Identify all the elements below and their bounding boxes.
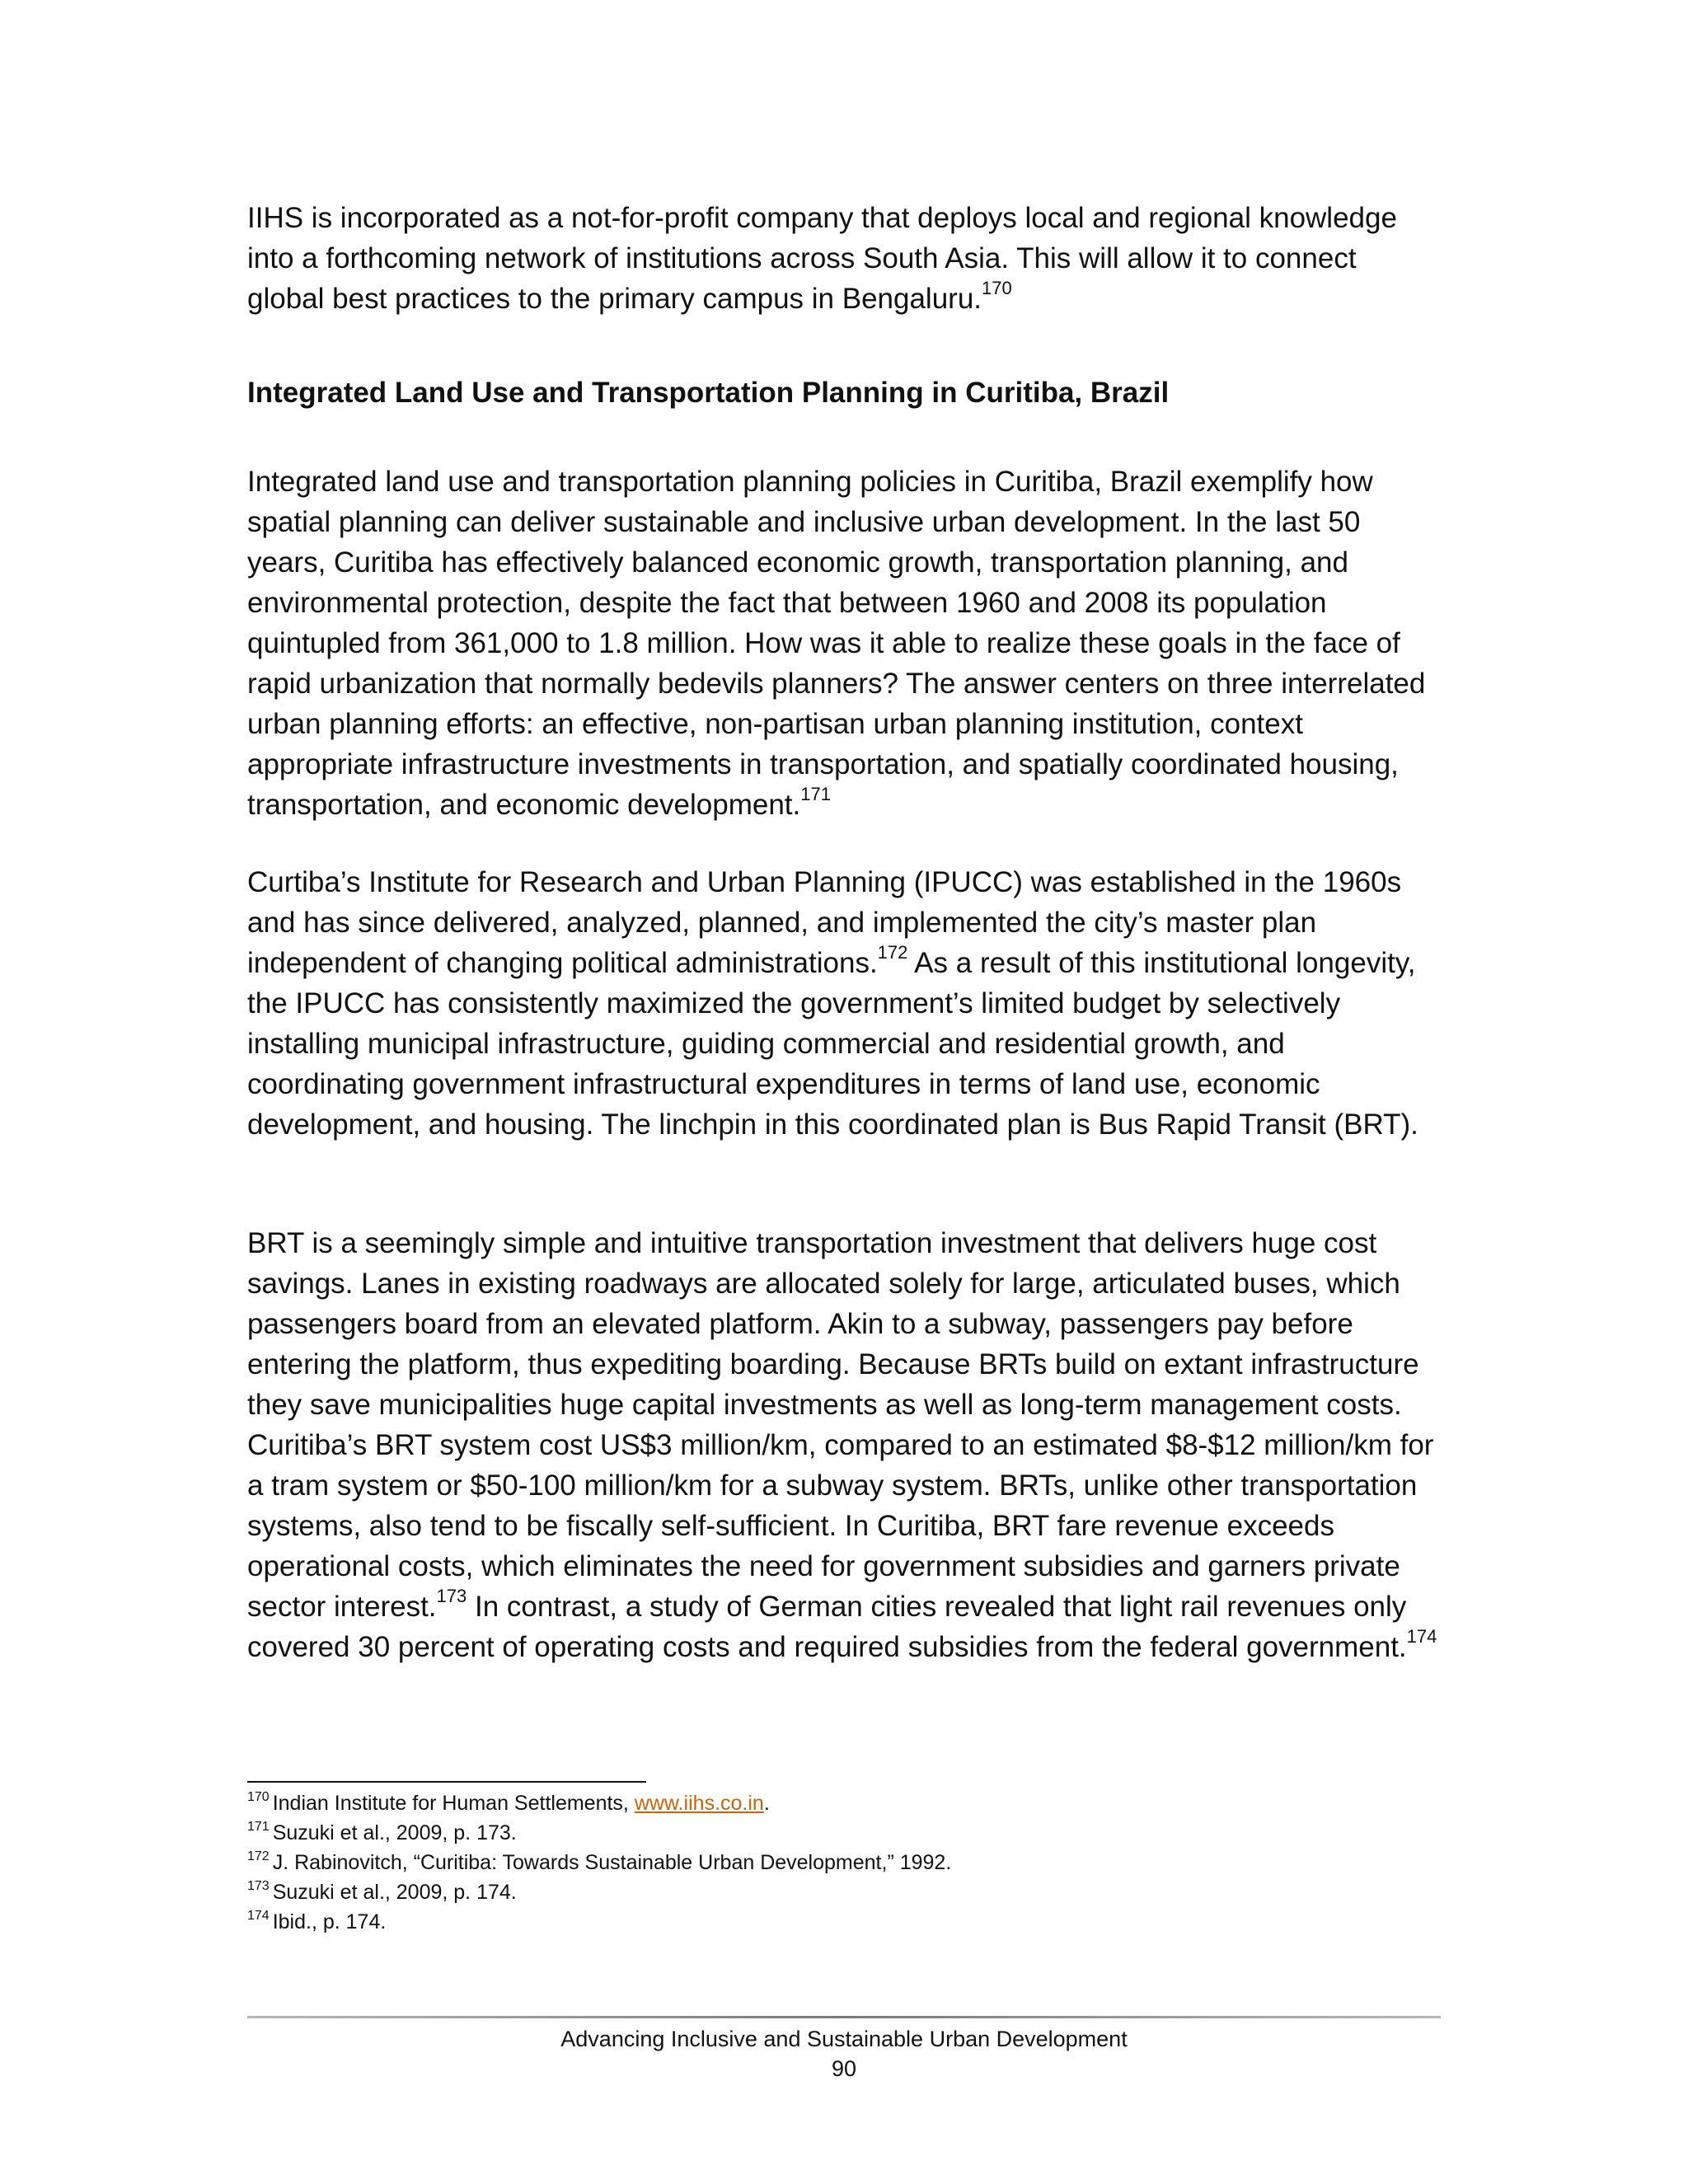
footnote-number: 172 [247,1849,270,1863]
paragraph-ipucc-text-a: Curtiba’s Institute for Research and Urban Planning (IPUCC) was established in the 1960s and has since delivered, analyzed, planned, and implemented the city’s master plan independent of changing political administrations. [247,866,1402,979]
footnote-number: 173 [247,1878,270,1893]
paragraph-curitiba-intro [247,462,1441,825]
footnote-text-end: . [763,1792,770,1815]
paragraph-brt-text-b: In contrast, a study of German cities revealed that light rail revenues only covered 30 percent of operating costs and required subsidies from the federal government. [247,1591,1407,1663]
footnote-text: Indian Institute for Human Settlements, [272,1792,635,1815]
footer-title: Advancing Inclusive and Sustainable Urban Development [560,2027,1128,2051]
footnote-number: 170 [247,1789,270,1804]
footnote-ref-172[interactable]: 172 [877,942,908,963]
footnote-ref-170[interactable]: 170 [982,278,1012,299]
paragraph-ipucc [247,862,1441,1145]
paragraph-brt-text-a: BRT is a seemingly simple and intuitive transportation investment that delivers huge cost savings. Lanes in existing roadways are allocated solely for large, articulated buses, which passengers board from an elevated platform. Akin to a subway, passengers pay before entering the platform, thus expediting boarding. Because BRTs build on extant infrastructure they save municipalities huge capital investments as well as long-term management costs. Curitiba’s BRT system cost US$3 million/km, compared to an estimated $8-$12 million/km for a tram system or $50-100 million/km for a subway system. BRTs, unlike other transportation systems, also tend to be fiscally self-sufficient. In Curitiba, BRT fare revenue exceeds operational costs, which eliminates the need for government subsidies and garners private sector interest. [247,1227,1434,1623]
footnote-172 [247,1848,1441,1877]
footnote-ref-171[interactable]: 171 [800,784,831,805]
footnote-text: Suzuki et al., 2009, p. 174. [272,1881,517,1904]
paragraph-iihs [247,198,1441,319]
footnote-text: J. Rabinovitch, “Curitiba: Towards Sustainable Urban Development,” 1992. [272,1851,952,1874]
section-heading: Integrated Land Use and Transportation Planning in Curitiba, Brazil [247,377,1170,409]
footnote-170 [247,1788,1441,1818]
footnote-number: 171 [247,1819,270,1834]
footnote-separator [247,1781,646,1783]
footnote-173 [247,1877,1441,1907]
footnote-174 [247,1907,1441,1937]
paragraph-iihs-text: IIHS is incorporated as a not-for-profit company that deploys local and regional knowledge into a forthcoming network of institutions across South Asia. This will allow it to connect global best practices to the primary campus in Bengaluru. [247,202,1397,315]
footnote-171 [247,1818,1441,1848]
footer-divider [247,2016,1441,2018]
footnote-link-iihs[interactable]: www.iihs.co.in [634,1792,764,1815]
footnotes-list [247,1788,1441,1937]
footnote-text: Suzuki et al., 2009, p. 173. [272,1821,517,1844]
page-number: 90 [831,2056,857,2081]
paragraph-curitiba-intro-text: Integrated land use and transportation planning policies in Curitiba, Brazil exemplify how spatial planning can deliver sustainable and inclusive urban development. In the last 50 years, Curitiba has effectively balanced economic growth, transportation planning, and environmental protection, despite the fact that between 1960 and 2008 its population quintupled from 361,000 to 1.8 million. How was it able to realize these goals in the face of rapid urbanization that normally bedevils planners? The answer centers on three interrelated urban planning efforts: an effective, non-partisan urban planning institution, context appropriate infrastructure investments in transportation, and spatially coordinated housing, transportation, and economic development. [247,466,1426,821]
paragraph-brt [247,1223,1441,1667]
footnote-ref-174[interactable]: 174 [1406,1626,1437,1647]
footnote-text: Ibid., p. 174. [272,1910,387,1933]
footnote-number: 174 [247,1908,270,1923]
footnote-ref-173[interactable]: 173 [436,1586,467,1607]
paragraph-ipucc-text-b: As a result of this institutional longevity, the IPUCC has consistently maximized the government’s limited budget by selectively installing municipal infrastructure, guiding commercial and residential growth, and coordinating government infrastructural expenditures in terms of land use, economic development, and housing. The linchpin in this coordinated plan is Bus Rapid Transit (BRT). [247,947,1418,1141]
